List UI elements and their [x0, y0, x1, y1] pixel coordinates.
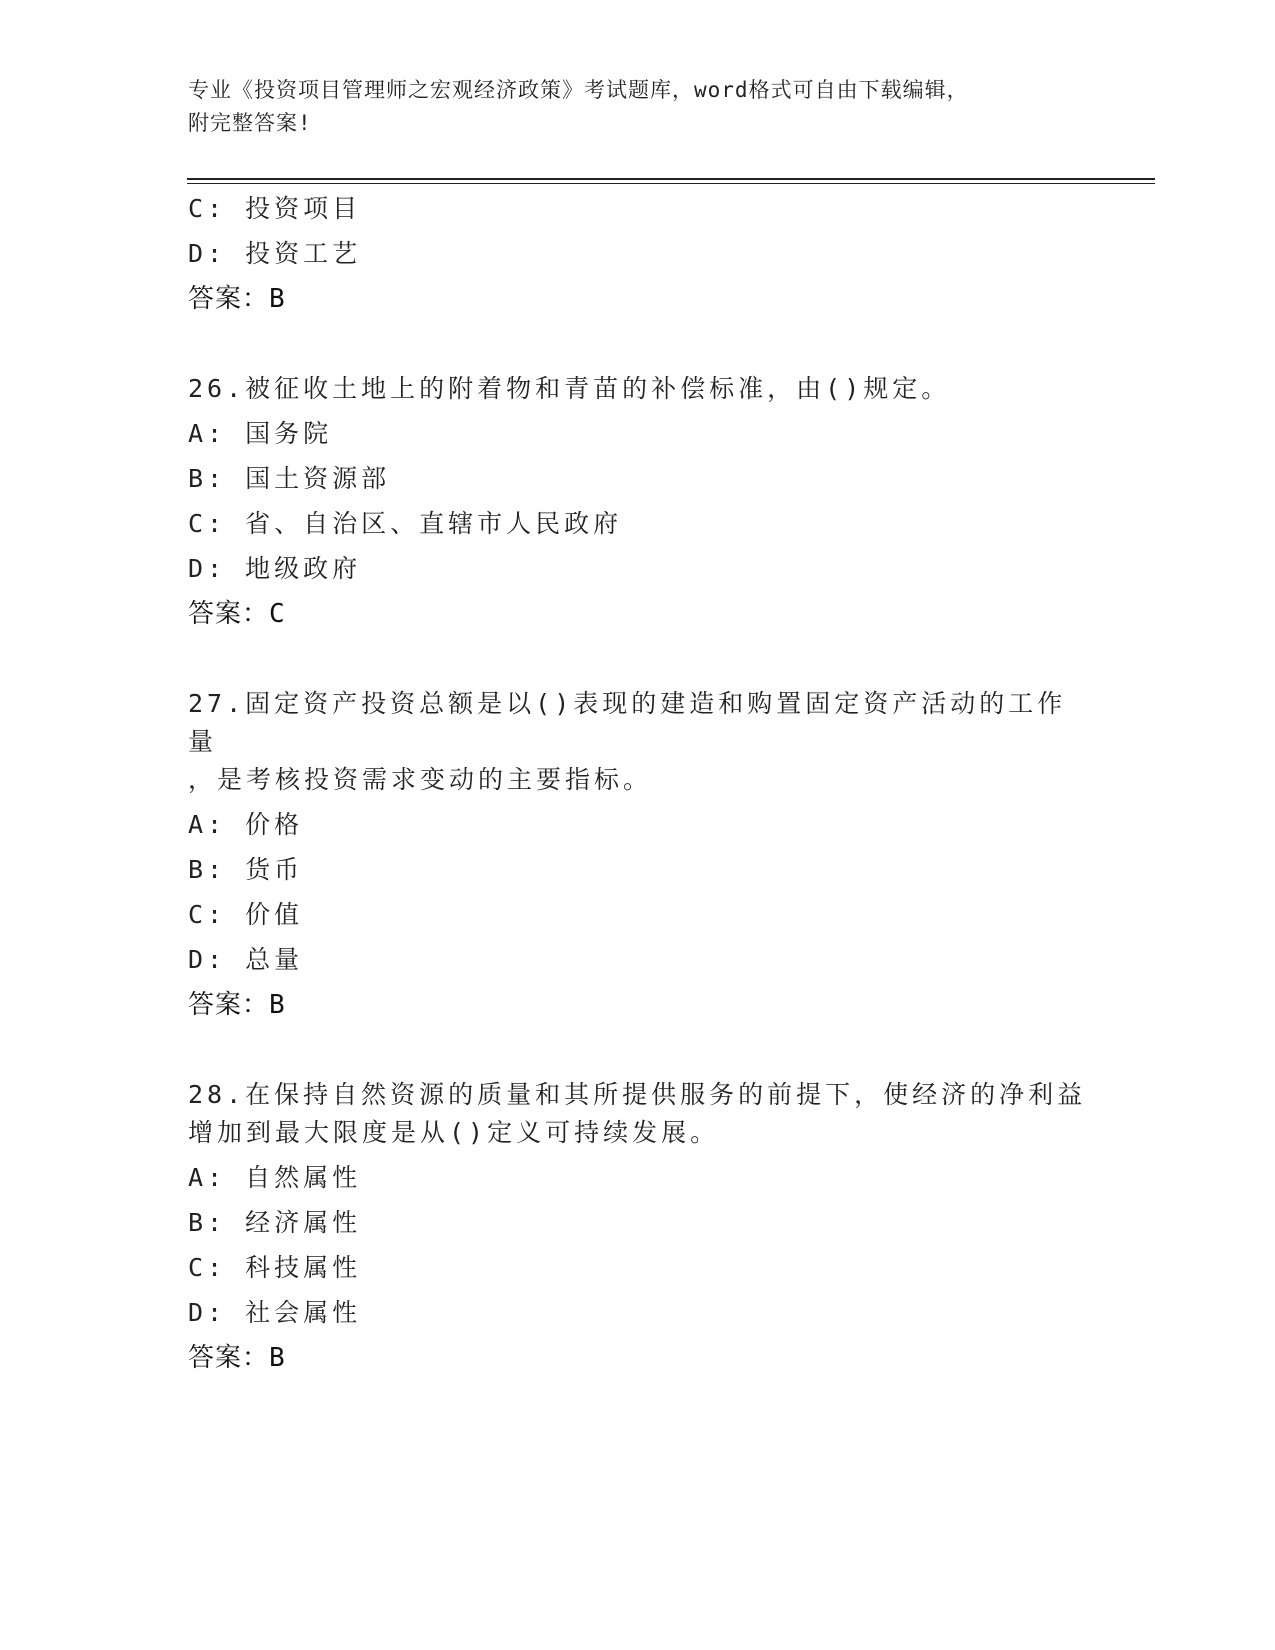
answer-line: 答案：B [188, 284, 286, 314]
header-rule-thin [187, 183, 1155, 184]
stem-line: 26.被征收土地上的附着物和青苗的补偿标准，由()规定。 [188, 374, 951, 403]
question-stem [188, 370, 1088, 408]
option-b: B: 经济属性 [188, 1208, 362, 1237]
option-a: A: 价格 [188, 810, 304, 839]
stem-line: 28.在保持自然资源的质量和其所提供服务的前提下，使经济的净利益 [188, 1080, 1087, 1109]
option-c: C: 价值 [188, 900, 304, 929]
option-d: D: 地级政府 [188, 554, 362, 583]
option-a: A: 自然属性 [188, 1163, 362, 1192]
option-d: D: 总量 [188, 945, 304, 974]
stem-line: 增加到最大限度是从()定义可持续发展。 [188, 1118, 720, 1147]
answer-line: 答案：B [188, 990, 286, 1020]
option-c: C: 科技属性 [188, 1253, 362, 1282]
question-list [188, 190, 1088, 1384]
question-stem [188, 1076, 1088, 1152]
question-27 [188, 685, 1088, 1031]
answer-line: 答案：C [188, 599, 286, 629]
option-b: B: 货币 [188, 855, 304, 884]
question-26 [188, 370, 1088, 640]
answer-line: 答案：B [188, 1343, 286, 1373]
continued-question [188, 190, 1088, 325]
stem-line: 27.固定资产投资总额是以()表现的建造和购置固定资产活动的工作量 [188, 689, 1067, 756]
option-c: C: 投资项目 [188, 194, 362, 223]
document-header [188, 74, 1088, 140]
question-stem [188, 685, 1088, 799]
stem-line: ，是考核投资需求变动的主要指标。 [188, 765, 653, 794]
header-rule-thick [187, 178, 1155, 180]
option-b: B: 国土资源部 [188, 464, 391, 493]
option-c: C: 省、自治区、直辖市人民政府 [188, 509, 623, 538]
header-line-2: 附完整答案! [188, 111, 312, 135]
option-a: A: 国务院 [188, 419, 333, 448]
option-d: D: 投资工艺 [188, 239, 362, 268]
header-line-1: 专业《投资项目管理师之宏观经济政策》考试题库，word格式可自由下载编辑， [188, 78, 969, 102]
question-28 [188, 1076, 1088, 1384]
option-d: D: 社会属性 [188, 1298, 362, 1327]
